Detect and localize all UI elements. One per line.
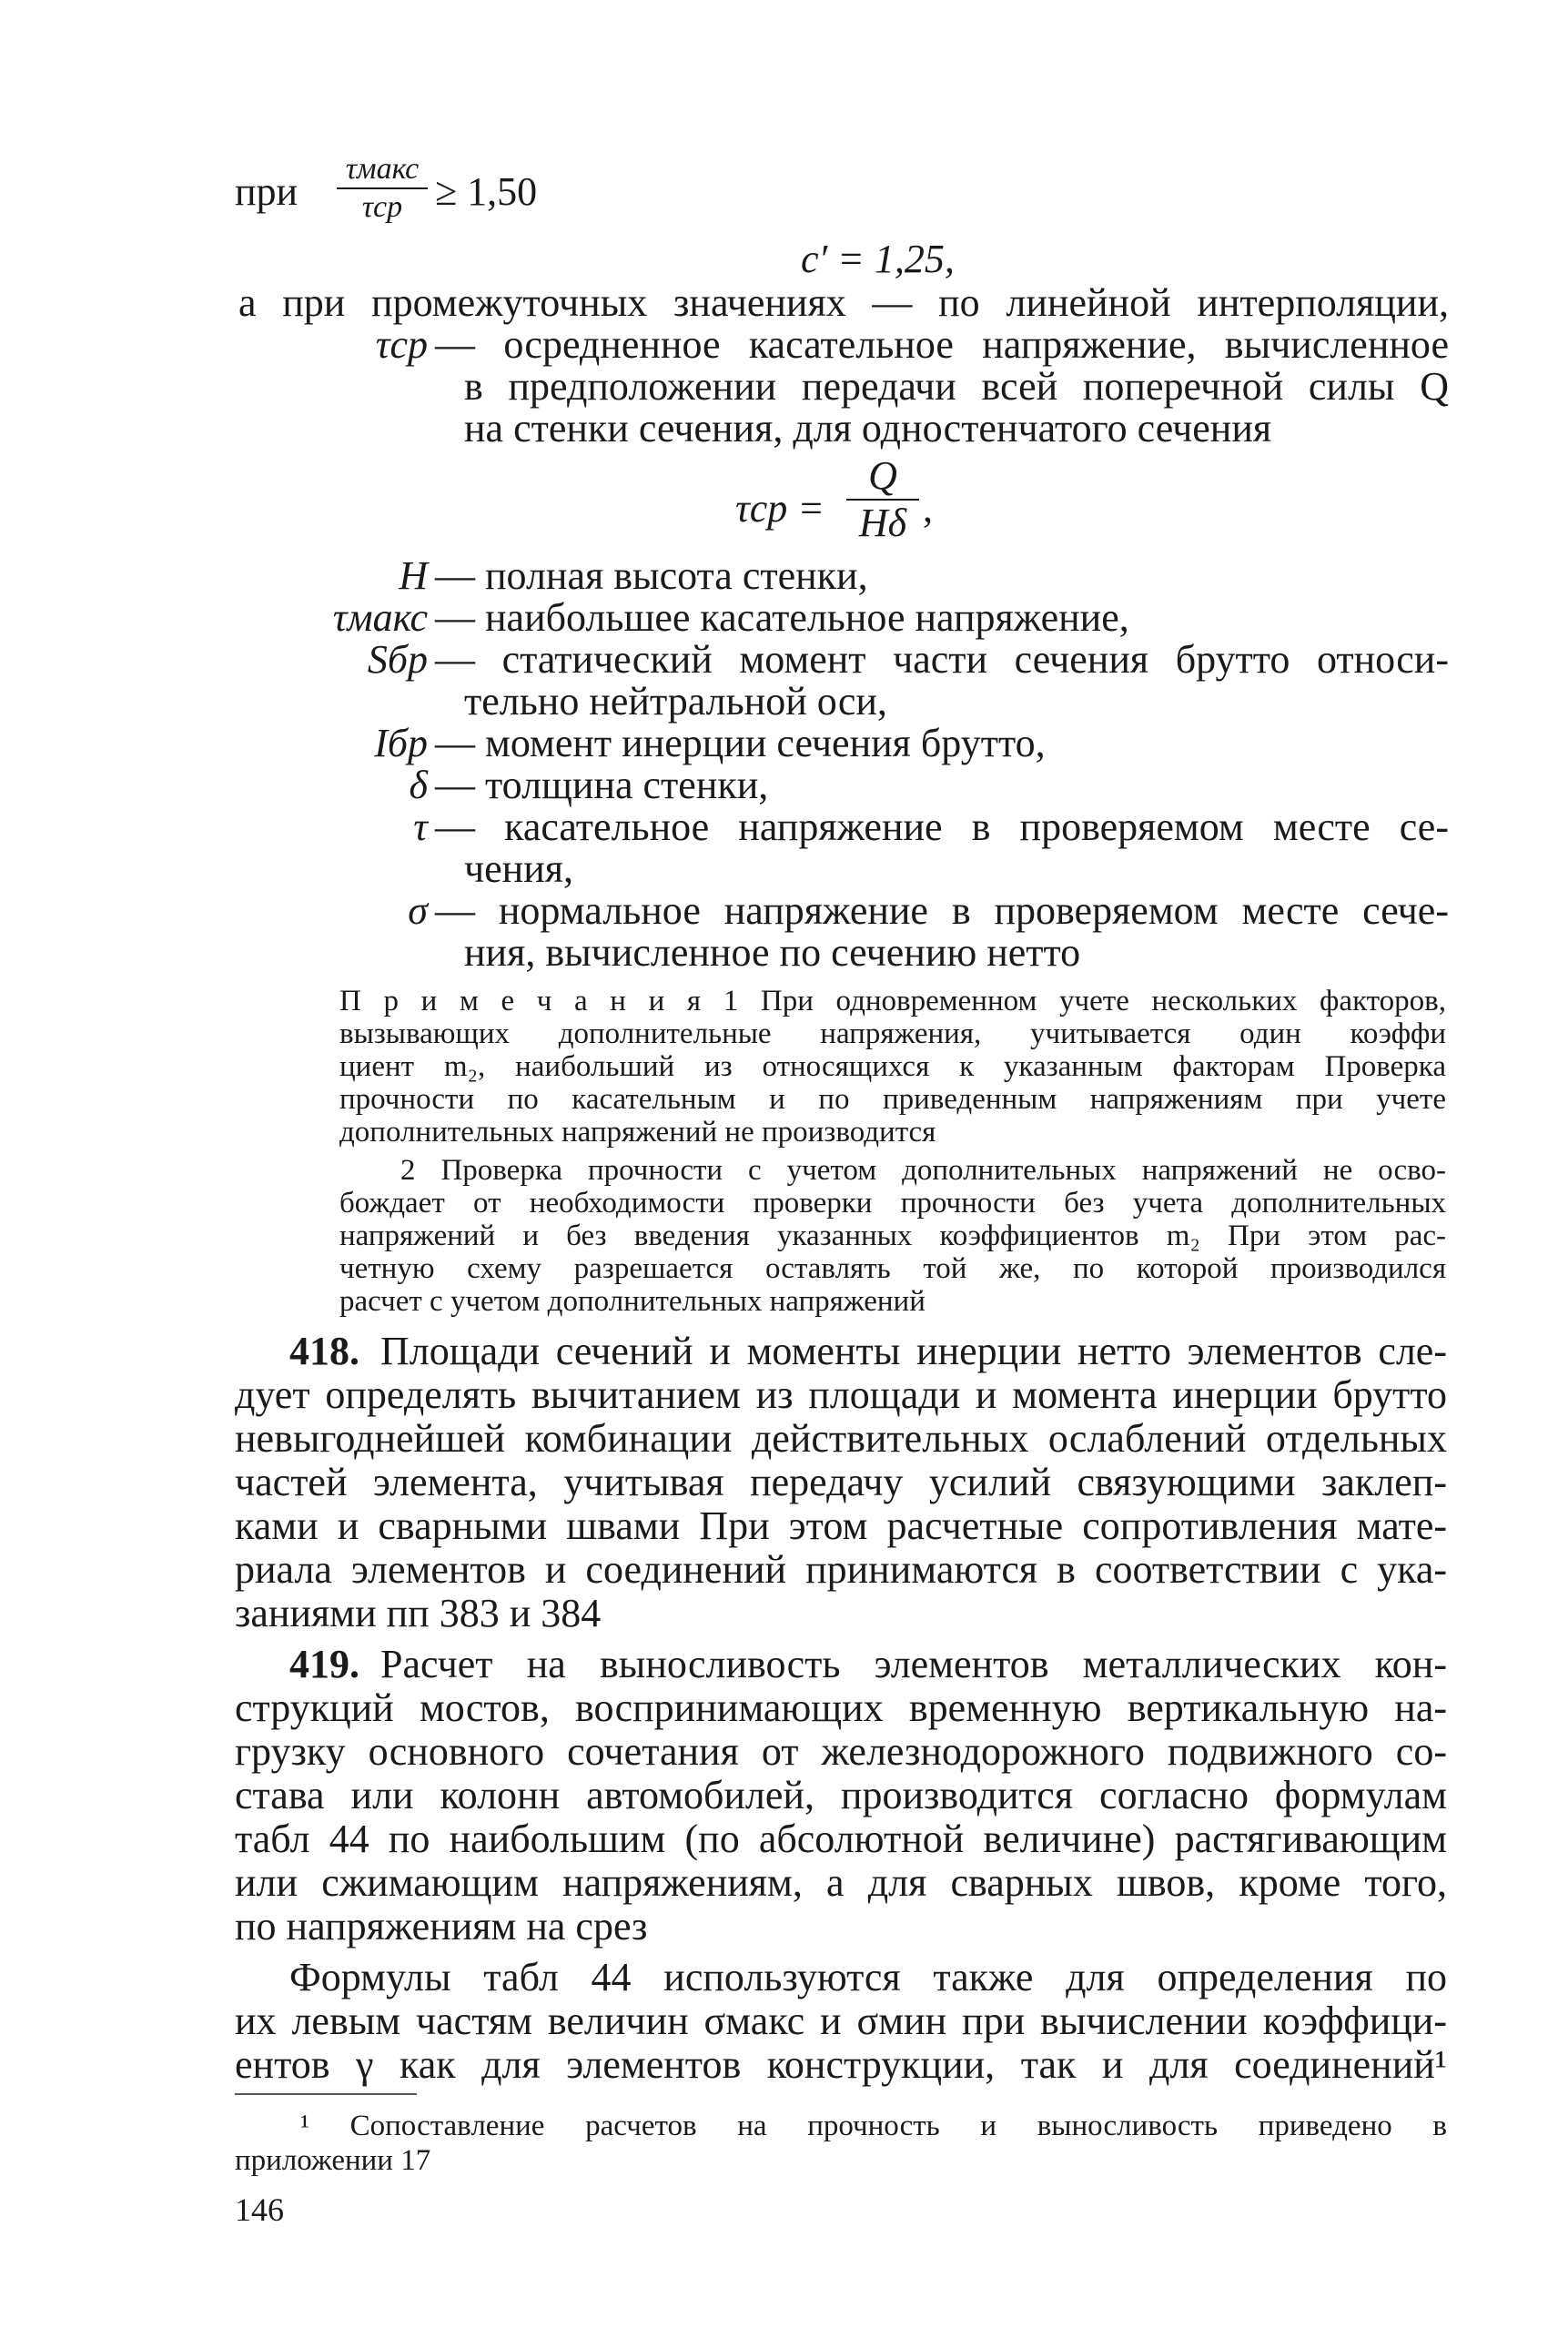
footnote-line-1: ¹ Сопоставление расчетов на прочность и выносливость приведено в [300, 2110, 1447, 2142]
para419-line-7: по напряжениям на срез [235, 1904, 648, 1948]
formulas-line-1: Формулы табл 44 используются также для определения по [289, 1955, 1447, 1999]
interpolation-line: а при промежуточных значениях — по линейной интерполяции, [238, 280, 1449, 325]
para418-line-3: невыгоднейшей комбинации действительных ослаблений отдельных [235, 1416, 1447, 1461]
page-number: 146 [235, 2191, 284, 2228]
formulas-line-3: ентов γ как для элементов конструкции, так и для соединений¹ [235, 2042, 1447, 2087]
note2-line-1: 2 Проверка прочности с учетом дополнительных напряжений не осво- [400, 1154, 1446, 1187]
note2-line-5: расчет с учетом дополнительных напряжений [339, 1285, 926, 1318]
formulas-line-2: их левым частям величин σмакс и σмин при вычислении коэффици- [235, 1999, 1447, 2043]
para418-line-4: частей элемента, учитывая передачу усилий связующими заклеп- [235, 1460, 1447, 1504]
note2-line-2: бождает от необходимости проверки прочности без учета дополнительных [339, 1187, 1446, 1220]
para418-line-2: дует определять вычитанием из площади и момента инерции брутто [235, 1372, 1447, 1417]
para419-line-1: Расчет на выносливость элементов металлических кон- [380, 1642, 1447, 1686]
def-tau-line-2: чения, [464, 846, 573, 891]
tau-formula-denominator: Hδ [858, 501, 907, 545]
ratio-denominator: τср [361, 190, 403, 224]
para418-number: 418. [289, 1329, 359, 1373]
def-delta-line-1: — толщина стенки, [435, 763, 769, 807]
def-delta-term: δ [409, 763, 428, 807]
footnote-line-2: приложении 17 [235, 2144, 431, 2177]
c-prime-equation: c′ = 1,25, [801, 237, 955, 281]
tau-formula-lhs: τср = [735, 486, 824, 531]
def-S-line-1: — статический момент части сечения брутто относи- [435, 637, 1449, 682]
intro-pri: при [235, 169, 298, 214]
def-tau-max-line-1: — наибольшее касательное напряжение, [435, 595, 1129, 640]
def-S-line-2: тельно нейтральной оси, [464, 679, 887, 724]
def-tau-max-term: τмакс [332, 595, 428, 640]
tau-avg-term: τср [375, 322, 428, 367]
ratio-fraction [337, 153, 428, 224]
footnote-rule [235, 2093, 417, 2095]
para418-line-1: Площади сечений и моменты инерции нетто элементов сле- [380, 1329, 1447, 1373]
tau-formula-numerator: Q [868, 453, 897, 498]
note1-line-2: вызывающих дополнительные напряжения, учитывается один коэффи [339, 1017, 1446, 1050]
def-sigma-line-2: ния, вычисленное по сечению нетто [464, 930, 1081, 975]
def-sigma-term: σ [408, 888, 428, 933]
def-H-term: H [399, 553, 428, 598]
note1-line-1: П р и м е ч а н и я 1 При одновременном учете нескольких факторов, [339, 985, 1446, 1017]
ratio-numerator: τмакс [345, 152, 420, 186]
note2-line-3: напряжений и без введения указанных коэффициентов m₂ При этом рас- [339, 1220, 1446, 1252]
def-I-term: Iбр [374, 721, 428, 765]
tau-avg-def-line-2: в предположении передачи всей поперечной силы Q [464, 364, 1449, 409]
para419-line-3: грузку основного сочетания от железнодорожного подвижного со- [235, 1729, 1447, 1774]
def-tau-term: τ [413, 805, 428, 849]
note2-line-4: четную схему разрешается оставлять той же, по которой производился [339, 1252, 1446, 1285]
tau-avg-def-line-1: — осредненное касательное напряжение, вычисленное [435, 322, 1449, 367]
tau-formula-tail: , [923, 486, 933, 531]
ratio-bar [337, 187, 428, 189]
para419-line-6: или сжимающим напряжениям, а для сварных швов, кроме того, [235, 1860, 1447, 1905]
note1-line-5: дополнительных напряжений не производится [339, 1116, 936, 1149]
para419-line-5: табл 44 по наибольшим (по абсолютной величине) растягивающим [235, 1817, 1447, 1861]
tau-formula-fraction [846, 455, 919, 544]
def-sigma-line-1: — нормальное напряжение в проверяемом месте сече- [435, 888, 1449, 933]
ratio-condition: ≥ 1,50 [435, 169, 538, 214]
def-tau-line-1: — касательное напряжение в проверяемом месте се- [435, 805, 1449, 849]
note1-line-4: прочности по касательным и по приведенным напряжениям при учете [339, 1083, 1446, 1116]
para419-line-2: струкций мостов, воспринимающих временную вертикальную на- [235, 1685, 1447, 1730]
para418-line-7: заниями пп 383 и 384 [235, 1591, 602, 1635]
tau-avg-def-line-3: на стенки сечения, для одностенчатого сечения [464, 406, 1272, 450]
note1-line-3: циент m₂, наибольший из относящихся к указанным факторам Проверка [339, 1050, 1446, 1083]
para418-line-5: ками и сварными швами При этом расчетные сопротивления мате- [235, 1503, 1447, 1548]
para419-line-4: става или колонн автомобилей, производится согласно формулам [235, 1773, 1447, 1817]
para418-line-6: риала элементов и соединений принимаются в соответствии с ука- [235, 1547, 1447, 1592]
def-I-line-1: — момент инерции сечения брутто, [435, 721, 1046, 765]
def-H-line-1: — полная высота стенки, [435, 553, 868, 598]
para419-number: 419. [289, 1642, 359, 1686]
def-S-term: Sбр [367, 637, 428, 682]
